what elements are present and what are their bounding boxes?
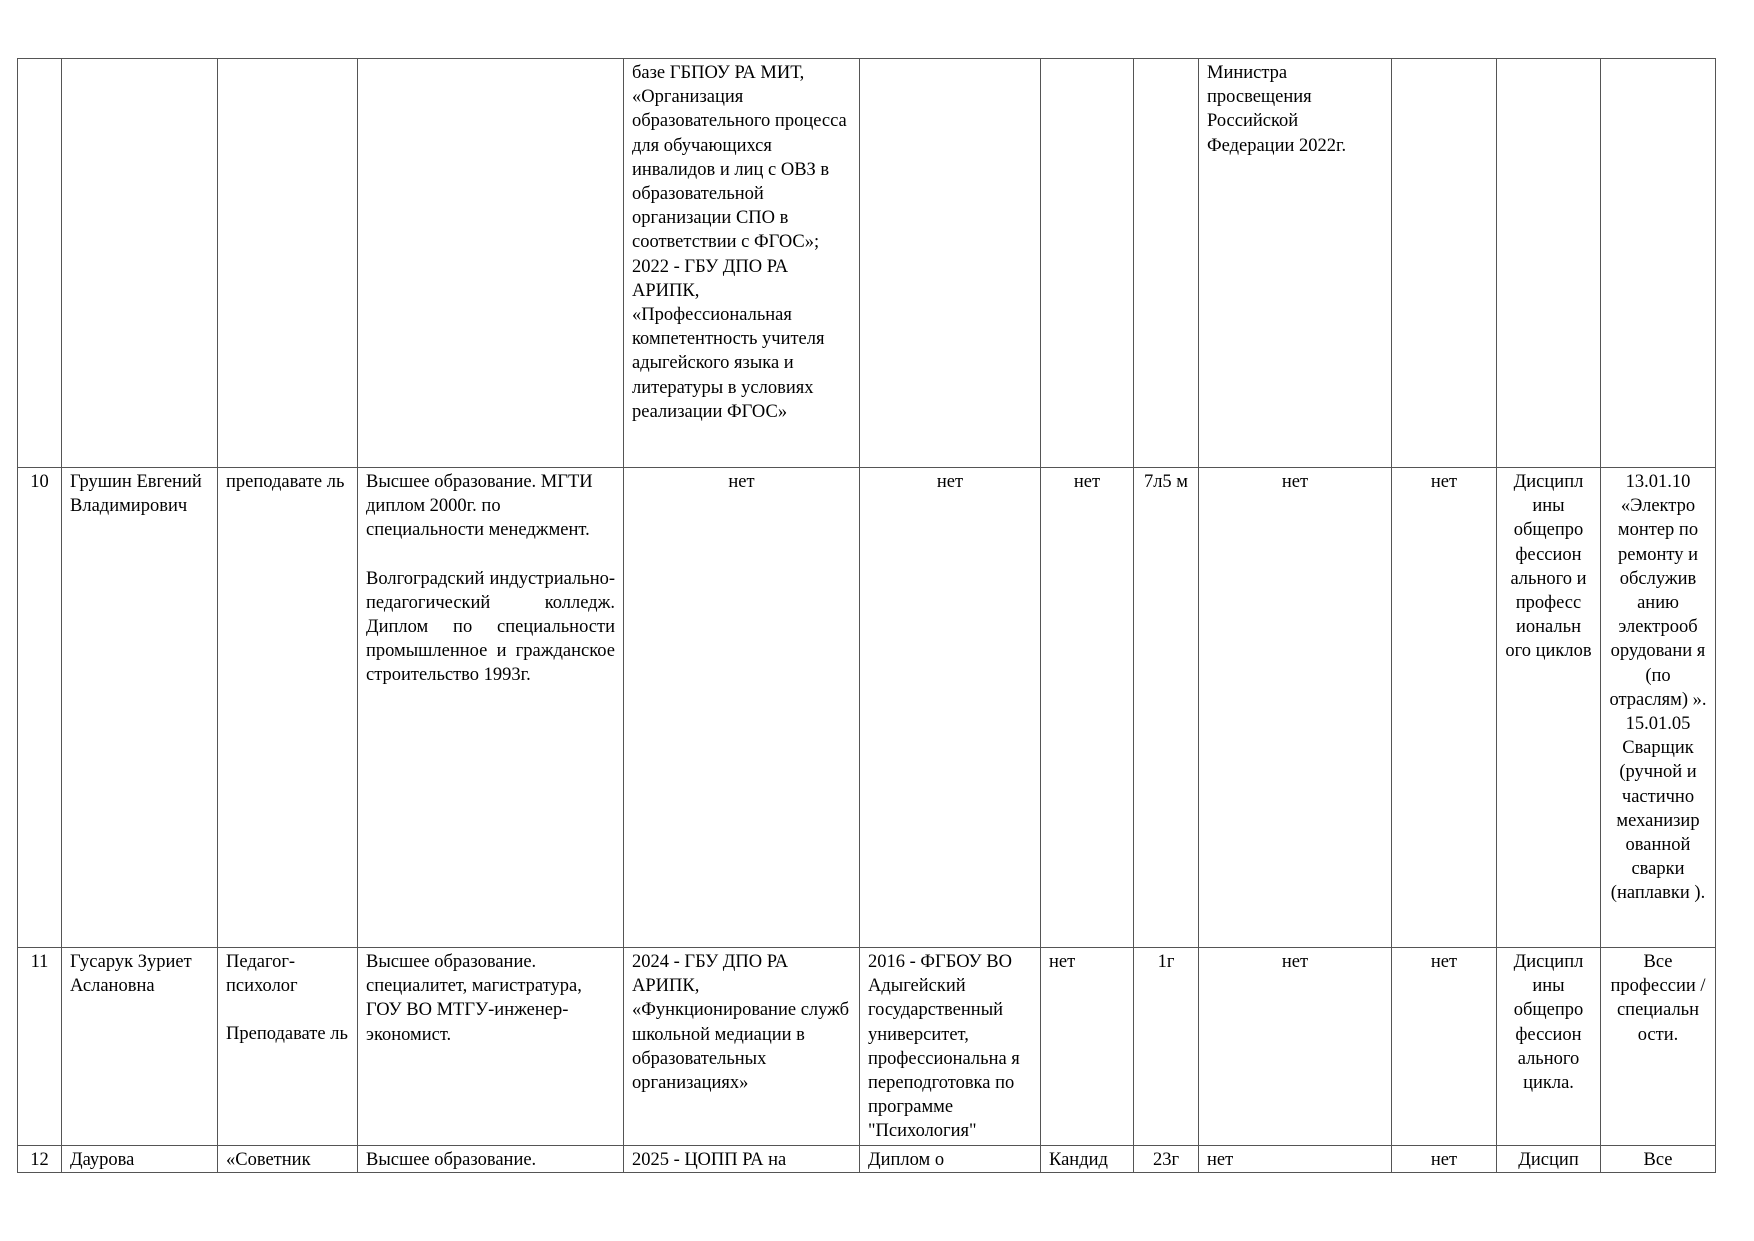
cell-name: Даурова	[62, 1146, 218, 1173]
table-row	[18, 1146, 1716, 1173]
cell-position	[218, 59, 358, 468]
cell-disciplines	[1497, 59, 1601, 468]
cell-education	[358, 468, 624, 948]
cell-awards: нет	[1199, 1146, 1392, 1173]
cell-awards: Министра просвещения Российской Федерации 2022г.	[1199, 59, 1392, 468]
staff-table	[17, 58, 1716, 1173]
cell-num: 12	[18, 1146, 62, 1173]
cell-category	[1392, 59, 1497, 468]
cell-experience: 1г	[1134, 948, 1199, 1146]
cell-degree	[1041, 59, 1134, 468]
cell-category: нет	[1392, 948, 1497, 1146]
cell-position: преподавате ль	[218, 468, 358, 948]
position-line: Преподавате ль	[226, 1024, 348, 1045]
cell-retraining: Диплом о	[860, 1146, 1041, 1173]
cell-programs	[1601, 59, 1716, 468]
cell-name: Гусарук Зуриет Аслановна	[62, 948, 218, 1146]
cell-qualification-upgrade: нет	[624, 468, 860, 948]
cell-degree: нет	[1041, 468, 1134, 948]
cell-num: 11	[18, 948, 62, 1146]
cell-experience	[1134, 59, 1199, 468]
cell-qualification-upgrade: 2024 - ГБУ ДПО РА АРИПК, «Функционирование служб школьной медиации в образовательных организациях»	[624, 948, 860, 1146]
position-line: Педагог-психолог	[226, 952, 298, 997]
cell-qualification-upgrade: базе ГБПОУ РА МИТ, «Организация образовательного процесса для обучающихся инвалидов и лиц с ОВЗ в образовательной организации СПО в соответствии с ФГОС»; 2022 - ГБУ ДПО РА АРИПК, «Профессиональная компетентность учителя адыгейского языка и литературы в условиях реализации ФГОС»	[624, 59, 860, 468]
cell-retraining: 2016 - ФГБОУ ВО Адыгейский государственный университет, профессиональна я переподготовка по программе "Психология"	[860, 948, 1041, 1146]
cell-name: Грушин Евгений Владимирович	[62, 468, 218, 948]
table-row	[18, 468, 1716, 948]
cell-programs: 13.01.10 «Электро монтер по ремонту и обслужив анию электрооб орудовани я (по отраслям) ». 15.01.05 Сварщик (ручной и частично механизир ованной сварки (наплавки ).	[1601, 468, 1716, 948]
cell-awards: нет	[1199, 948, 1392, 1146]
cell-num: 10	[18, 468, 62, 948]
cell-education: Высшее образование. специалитет, магистратура, ГОУ ВО МТГУ-инженер-экономист.	[358, 948, 624, 1146]
education-paragraph: Волгоградский индустриально-педагогический колледж. Диплом по специальности промышленное и гражданское строительство 1993г.	[366, 568, 615, 686]
cell-disciplines: Дисципл ины общепро фессион ального и професс иональн ого циклов	[1497, 468, 1601, 948]
cell-position: «Советник	[218, 1146, 358, 1173]
cell-category: нет	[1392, 1146, 1497, 1173]
cell-qualification-upgrade: 2025 - ЦОПП РА на	[624, 1146, 860, 1173]
cell-education	[358, 59, 624, 468]
cell-category: нет	[1392, 468, 1497, 948]
cell-position	[218, 948, 358, 1146]
cell-degree: Кандид	[1041, 1146, 1134, 1173]
cell-retraining	[860, 59, 1041, 468]
cell-education: Высшее образование.	[358, 1146, 624, 1173]
cell-disciplines: Дисцип	[1497, 1146, 1601, 1173]
cell-retraining: нет	[860, 468, 1041, 948]
cell-experience: 7л5 м	[1134, 468, 1199, 948]
table-row	[18, 948, 1716, 1146]
education-paragraph: Высшее образование. МГТИ диплом 2000г. по специальности менеджмент.	[366, 472, 593, 541]
cell-awards: нет	[1199, 468, 1392, 948]
cell-programs: Все	[1601, 1146, 1716, 1173]
cell-degree: нет	[1041, 948, 1134, 1146]
table-row-continuation	[18, 59, 1716, 468]
cell-programs: Все профессии / специальн ости.	[1601, 948, 1716, 1146]
cell-name	[62, 59, 218, 468]
cell-num	[18, 59, 62, 468]
cell-experience: 23г	[1134, 1146, 1199, 1173]
cell-disciplines: Дисципл ины общепро фессион ального цикла.	[1497, 948, 1601, 1146]
